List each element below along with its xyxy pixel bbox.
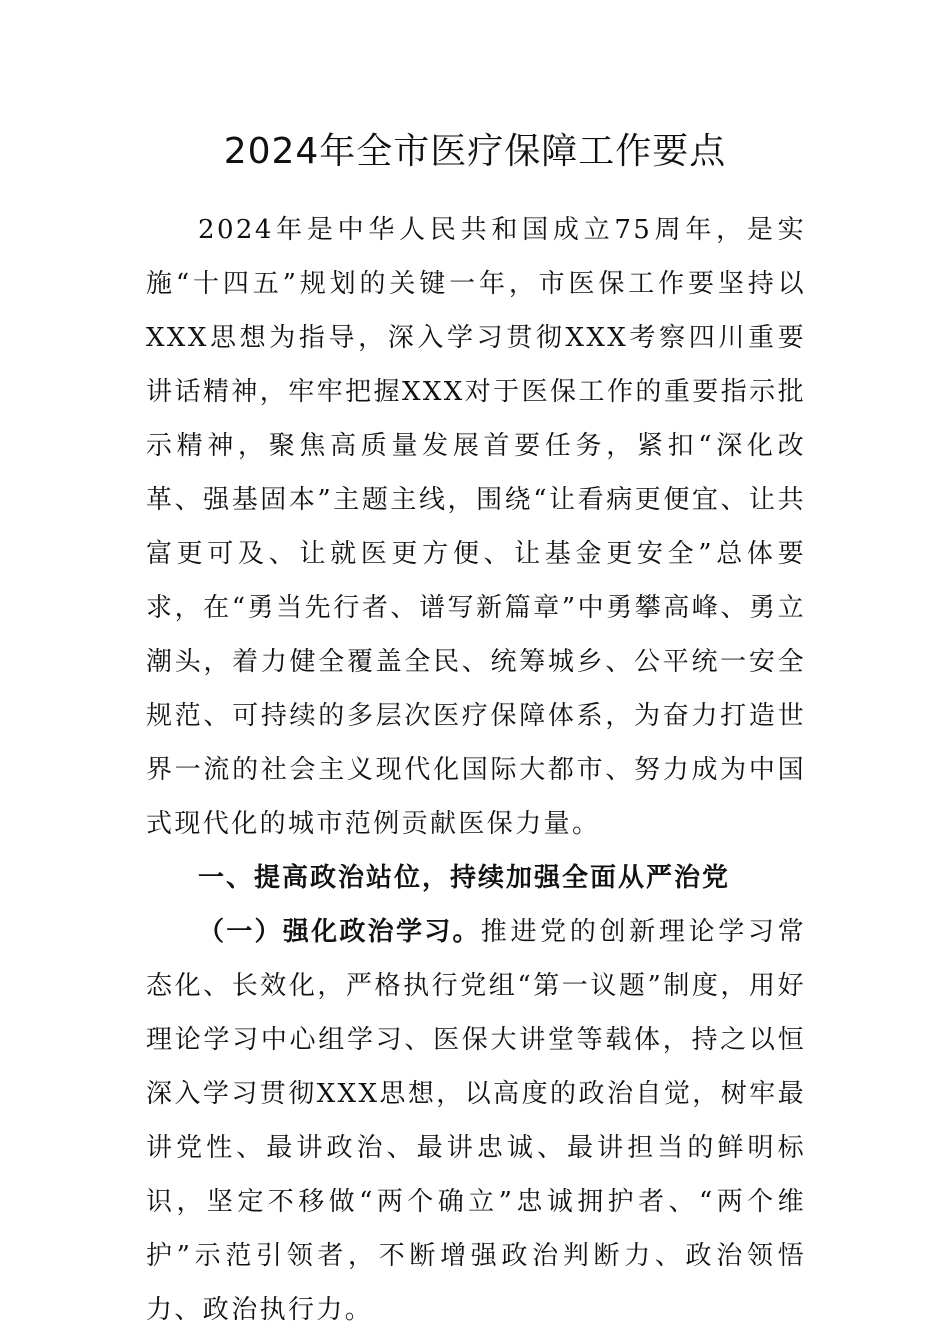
intro-paragraph: 2024年是中华人民共和国成立75周年，是实施“十四五”规划的关键一年，市医保工作要坚持以XXX思想为指导，深入学习贯彻XXX考察四川重要讲话精神，牢牢把握XXX对于医保工作的重要指示批示精神，聚焦高质量发展首要任务，紧扣“深化改革、强基固本”主题主线，围绕“让看病更便宜、让共富更可及、让就医更方便、让基金更安全”总体要求，在“勇当先行者、谱写新篇章”中勇攀高峰、勇立潮头，着力健全覆盖全民、统筹城乡、公平统一安全规范、可持续的多层次医疗保障体系，为奋力打造世界一流的社会主义现代化国际大都市、努力成为中国式现代化的城市范例贡献医保力量。 xyxy=(146,215,806,839)
section-item-text: 推进党的创新理论学习常态化、长效化，严格执行党组“第一议题”制度，用好理论学习中心组学习、医保大讲堂等载体，持之以恒深入学习贯彻XXX思想，以高度的政治自觉，树牢最讲党性、最讲政治、最讲忠诚、最讲担当的鲜明标识，坚定不移做“两个确立”忠诚拥护者、“两个维护”示范引领者，不断增强政治判断力、政治领悟力、政治执行力。 xyxy=(146,917,806,1325)
section-item-paragraph xyxy=(146,905,806,1337)
document-title: 2024年全市医疗保障工作要点 xyxy=(223,131,727,172)
section-heading: 一、提高政治站位，持续加强全面从严治党 xyxy=(198,863,731,893)
section-item-title: （一）强化政治学习。 xyxy=(198,917,481,947)
document-body xyxy=(146,203,806,1337)
